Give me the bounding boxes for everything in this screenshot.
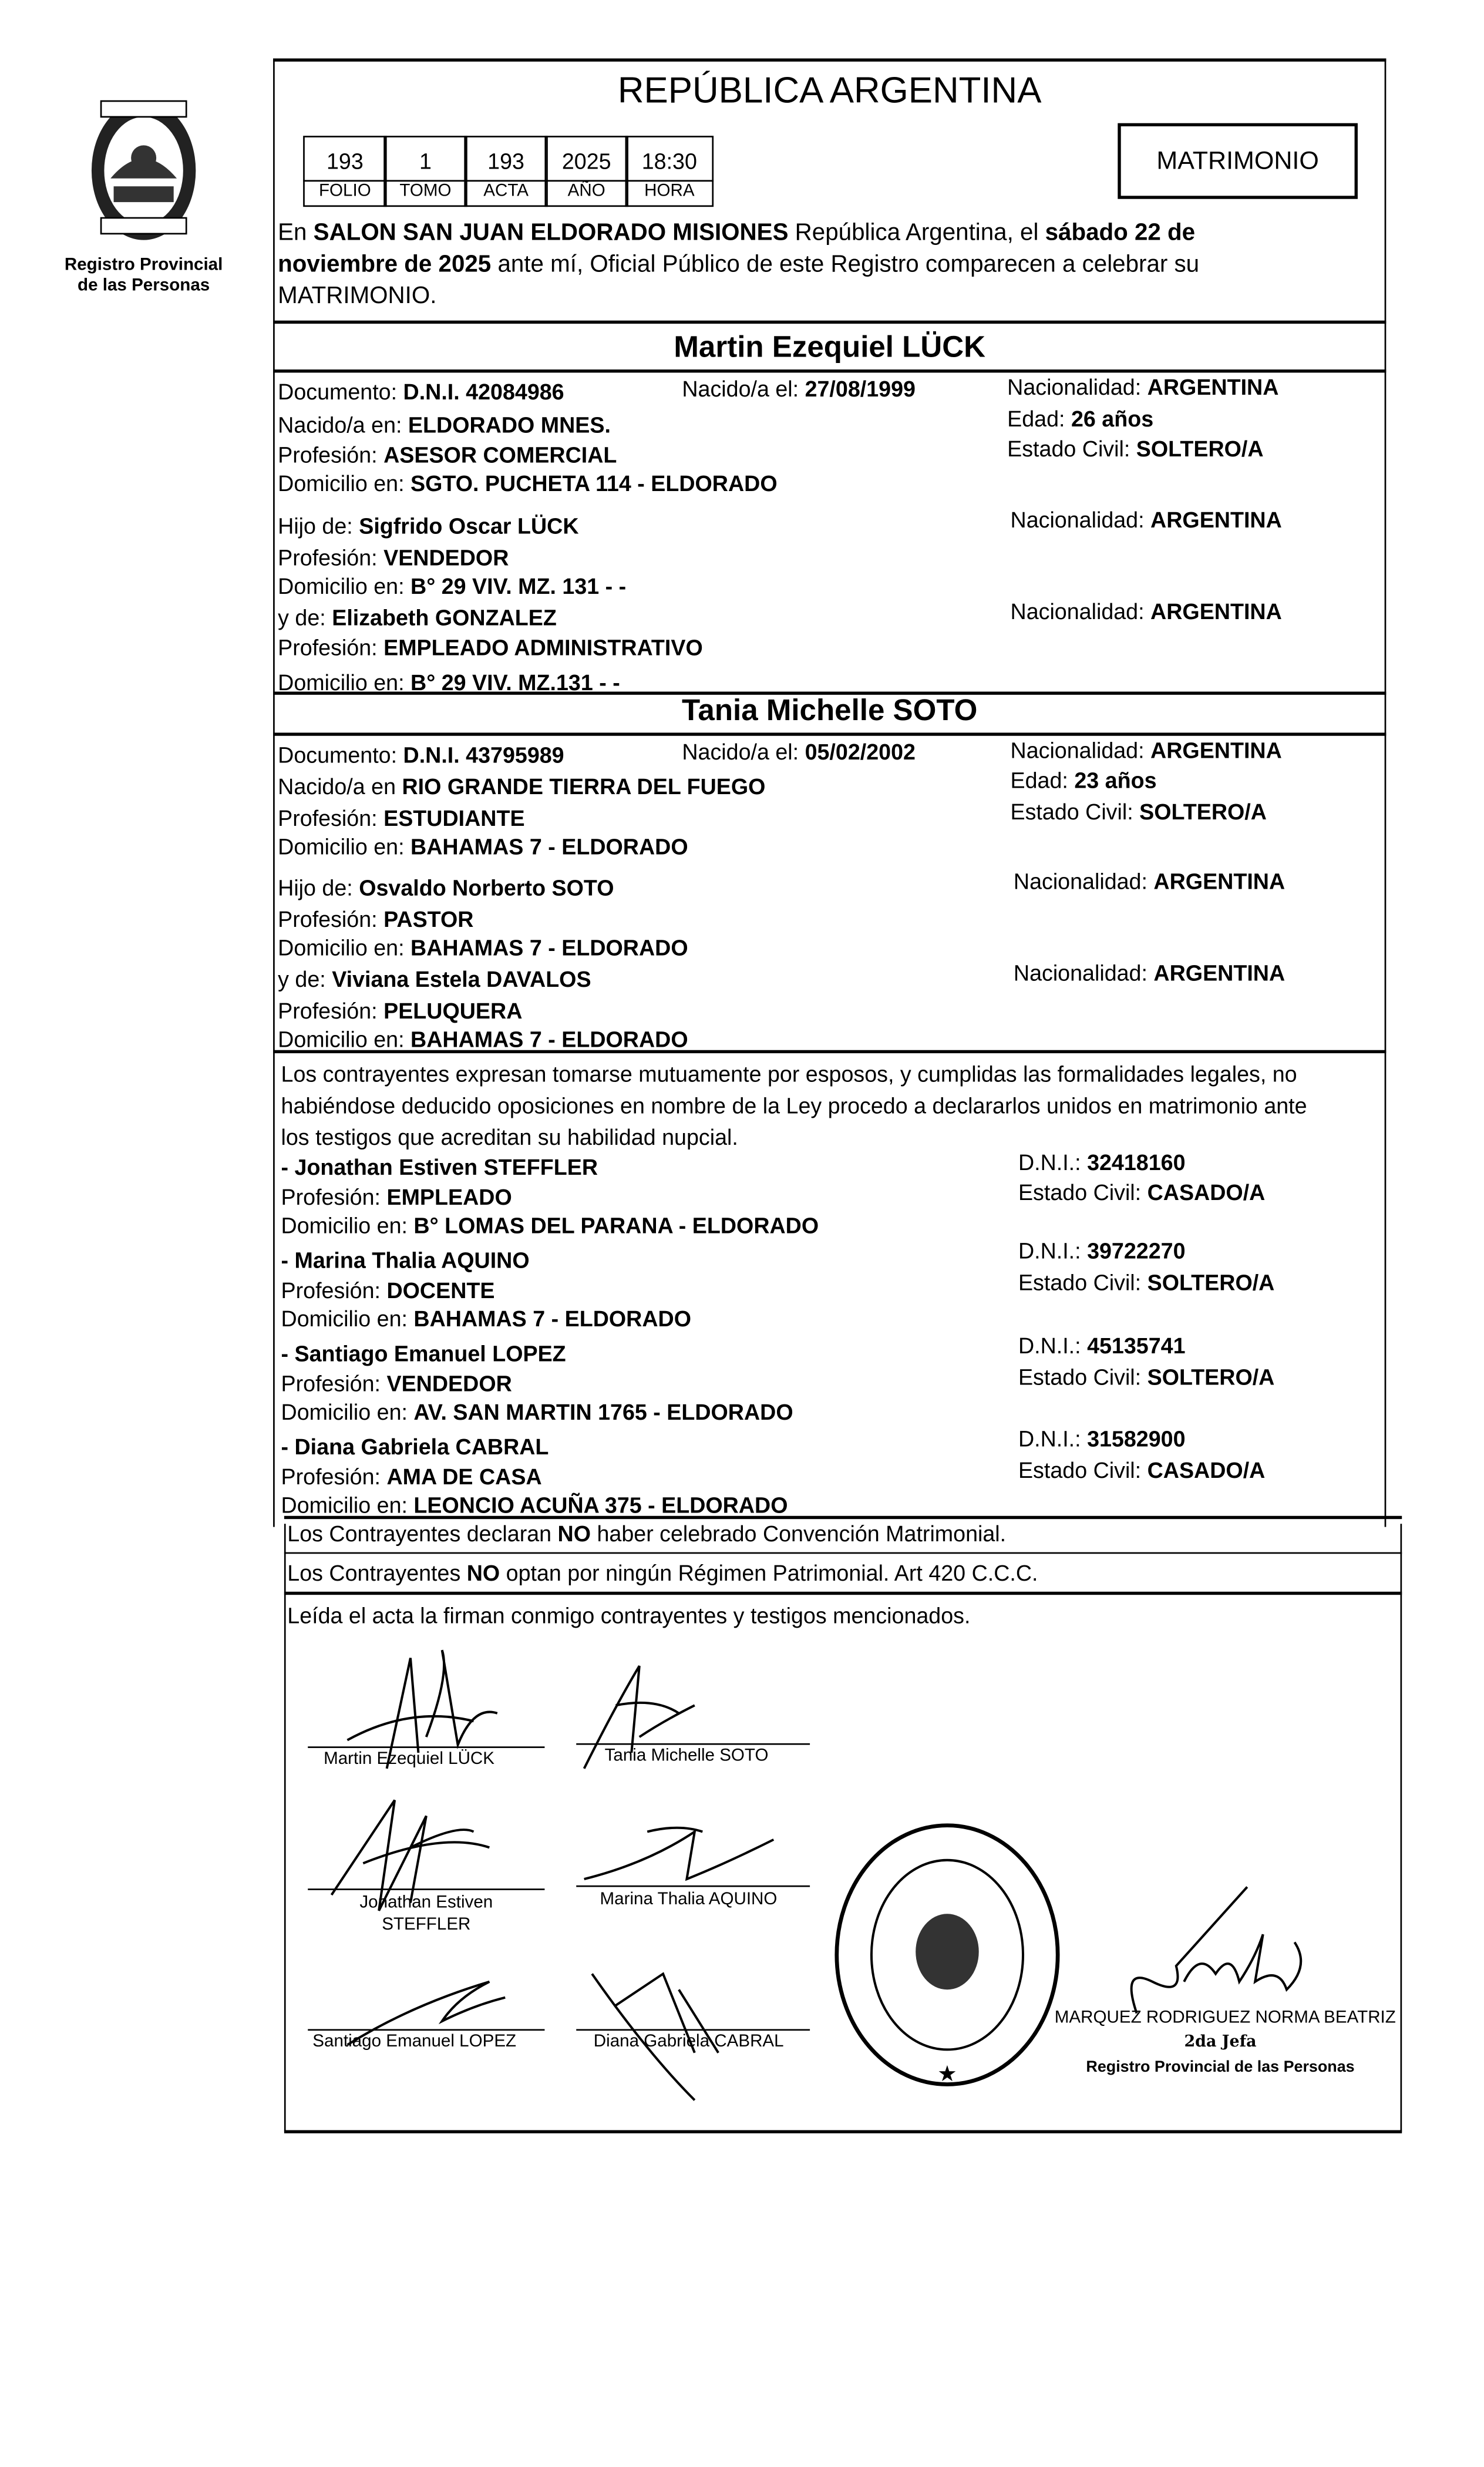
text: haber celebrado Convención Matrimonial. xyxy=(591,1520,1007,1546)
witness-profession: EMPLEADO xyxy=(386,1184,512,1210)
label: y de: xyxy=(278,604,332,630)
spouse1-nationality: ARGENTINA xyxy=(1147,374,1279,400)
spouse1-mother: Elizabeth GONZALEZ xyxy=(332,604,557,630)
frame-right xyxy=(1385,58,1387,1527)
spouse1-age: 26 años xyxy=(1071,405,1154,431)
label: Profesión: xyxy=(278,442,384,468)
label: D.N.I.: xyxy=(1018,1150,1088,1175)
label: Profesión: xyxy=(278,906,384,932)
label: Profesión: xyxy=(278,634,384,660)
tomo-value: 1 xyxy=(383,136,467,182)
frame-right-lower xyxy=(1401,1524,1402,2132)
spouse1-father: Sigfrido Oscar LÜCK xyxy=(359,513,579,539)
divider xyxy=(273,1050,1386,1053)
label: Estado Civil: xyxy=(1007,435,1136,461)
witness-name: - Diana Gabriela CABRAL xyxy=(281,1433,549,1459)
spouse1-father-profession: VENDEDOR xyxy=(383,545,509,570)
logo-caption xyxy=(63,256,224,297)
declaration-paragraph xyxy=(281,1058,1307,1152)
spouse1-address: SGTO. PUCHETA 114 - ELDORADO xyxy=(410,470,778,496)
closing-statement: Leída el acta la firman conmigo contrayentes y testigos mencionados. xyxy=(287,1602,971,1628)
ceremony-date: sábado 22 de xyxy=(1045,219,1196,247)
spouse1-profession: ASESOR COMERCIAL xyxy=(383,442,617,468)
declaration-line: Los contrayentes expresan tomarse mutuamente por esposos, y cumplidas las formalidades legales, no xyxy=(281,1061,1297,1087)
label: Profesión: xyxy=(278,998,384,1024)
frame-bottom xyxy=(284,2130,1402,2133)
signature-line xyxy=(308,1888,544,1890)
label: Profesión: xyxy=(281,1464,387,1490)
divider xyxy=(284,1552,1402,1554)
spouse2-dni: D.N.I. 43795989 xyxy=(403,742,564,768)
text: Los Contrayentes xyxy=(287,1560,467,1586)
witness-dni: 45135741 xyxy=(1087,1332,1186,1358)
spouse2-birthplace: RIO GRANDE TIERRA DEL FUEGO xyxy=(402,774,766,799)
label: Profesión: xyxy=(278,545,384,570)
divider xyxy=(273,321,1386,324)
frame-top xyxy=(273,58,1386,61)
label: Domicilio en: xyxy=(278,470,411,496)
label: Domicilio en: xyxy=(281,1492,414,1518)
text: optan por ningún Régimen Patrimonial. Art 420 C.C.C. xyxy=(500,1560,1038,1586)
witness-dni: 32418160 xyxy=(1087,1150,1186,1175)
label: Domicilio en: xyxy=(281,1212,414,1238)
svg-text:★: ★ xyxy=(937,2061,957,2086)
label: Nacido/a en xyxy=(278,774,402,799)
signature-label-spouse2: Tania Michelle SOTO xyxy=(604,1746,769,1766)
witness-address: AV. SAN MARTIN 1765 - ELDORADO xyxy=(413,1399,793,1424)
witness-dni: 39722270 xyxy=(1087,1238,1186,1263)
regime-statement xyxy=(287,1560,1038,1585)
spouse1-dni: D.N.I. 42084986 xyxy=(403,379,564,405)
hour-value: 18:30 xyxy=(625,136,714,182)
label: Profesión: xyxy=(281,1277,387,1303)
folio-value: 193 xyxy=(303,136,386,182)
spouse1-name: Martin Ezequiel LÜCK xyxy=(674,331,986,365)
divider xyxy=(284,1592,1402,1595)
declaration-line: los testigos que acreditan su habilidad nupcial. xyxy=(281,1124,738,1150)
spouse2-name: Tania Michelle SOTO xyxy=(682,694,978,728)
witness-profession: DOCENTE xyxy=(386,1277,495,1303)
year-label: AÑO xyxy=(544,180,628,207)
intro-paragraph xyxy=(278,218,1199,312)
label: Domicilio en: xyxy=(278,669,411,695)
spouse2-address: BAHAMAS 7 - ELDORADO xyxy=(410,833,688,859)
spouse1-birthdate: 27/08/1999 xyxy=(805,375,916,401)
intro-text: En xyxy=(278,219,314,247)
spouse1-mother-nationality: ARGENTINA xyxy=(1150,598,1282,624)
label: Profesión: xyxy=(278,805,384,831)
spouse2-mother-nationality: ARGENTINA xyxy=(1153,960,1286,986)
logo-caption-line: Registro Provincial xyxy=(64,256,223,275)
signature-label-witness1 xyxy=(308,1892,544,1936)
signature-line xyxy=(308,1746,544,1748)
label: Profesión: xyxy=(281,1370,387,1396)
signature-label-spouse1: Martin Ezequiel LÜCK xyxy=(324,1749,495,1769)
spouse1-civil-status: SOLTERO/A xyxy=(1136,435,1264,461)
text: NO xyxy=(557,1520,591,1546)
tomo-label: TOMO xyxy=(383,180,467,207)
acta-value: 193 xyxy=(464,136,547,182)
label: Estado Civil: xyxy=(1018,1179,1148,1205)
text: Los Contrayentes declaran xyxy=(287,1520,558,1546)
witness-name: - Jonathan Estiven STEFFLER xyxy=(281,1154,598,1180)
label: Domicilio en: xyxy=(278,935,411,960)
witness-civil-status: SOLTERO/A xyxy=(1147,1364,1275,1390)
frame-left-lower xyxy=(284,1524,286,2132)
signature-label-witness2: Marina Thalia AQUINO xyxy=(600,1890,778,1910)
acta-label: ACTA xyxy=(464,180,547,207)
spouse2-father-nationality: ARGENTINA xyxy=(1153,868,1286,894)
witness-profession: VENDEDOR xyxy=(386,1370,512,1396)
spouse2-father-address: BAHAMAS 7 - ELDORADO xyxy=(410,935,688,960)
label: Domicilio en: xyxy=(278,1026,411,1052)
label: Profesión: xyxy=(281,1184,387,1210)
divider xyxy=(284,1516,1402,1519)
signature-label-witness4: Diana Gabriela CABRAL xyxy=(593,2032,784,2052)
label: Edad: xyxy=(1007,405,1071,431)
spouse1-mother-address: B° 29 VIV. MZ.131 - - xyxy=(410,669,620,695)
spouse1-mother-profession: EMPLEADO ADMINISTRATIVO xyxy=(383,634,703,660)
province-emblem-icon xyxy=(79,92,208,246)
witness-name: - Marina Thalia AQUINO xyxy=(281,1247,530,1273)
spouse2-father-profession: PASTOR xyxy=(383,906,474,932)
witness-civil-status: CASADO/A xyxy=(1147,1179,1266,1205)
folio-label: FOLIO xyxy=(303,180,386,207)
label: Nacido/a el: xyxy=(682,375,805,401)
intro-text: República Argentina, el xyxy=(788,219,1045,247)
label: Domicilio en: xyxy=(281,1399,414,1424)
page-title: REPÚBLICA ARGENTINA xyxy=(617,69,1042,111)
convention-statement xyxy=(287,1521,1006,1546)
spouse2-profession: ESTUDIANTE xyxy=(383,805,525,831)
witness-profession: AMA DE CASA xyxy=(386,1464,542,1490)
intro-text: MATRIMONIO. xyxy=(278,283,437,310)
official-role: 2da Jefa xyxy=(1184,2034,1257,2052)
label: Nacionalidad: xyxy=(1010,506,1151,532)
label: Domicilio en: xyxy=(278,833,411,859)
label: Hijo de: xyxy=(278,875,359,900)
label: Nacionalidad: xyxy=(1007,374,1148,400)
label: y de: xyxy=(278,966,332,992)
label: D.N.I.: xyxy=(1018,1238,1088,1263)
year-value: 2025 xyxy=(544,136,628,182)
label: Domicilio en: xyxy=(281,1306,414,1332)
official-block xyxy=(1054,2005,1396,2081)
label: Documento: xyxy=(278,379,403,405)
text: Jonathan Estiven xyxy=(359,1893,493,1913)
signature-line xyxy=(576,1743,810,1745)
label: Edad: xyxy=(1010,767,1075,793)
witness-dni: 31582900 xyxy=(1087,1426,1186,1451)
divider xyxy=(273,369,1386,372)
label: Nacionalidad: xyxy=(1010,598,1151,624)
witness-address: B° LOMAS DEL PARANA - ELDORADO xyxy=(413,1212,819,1238)
label: Domicilio en: xyxy=(278,573,411,599)
label: Hijo de: xyxy=(278,513,359,539)
divider xyxy=(273,732,1386,735)
spouse2-birthdate: 05/02/2002 xyxy=(805,739,916,765)
intro-text: ante mí, Oficial Público de este Registro comparecen a celebrar su xyxy=(491,251,1200,278)
signature-line xyxy=(576,1885,810,1887)
official-stamp-icon xyxy=(821,1813,1074,2097)
label: Estado Civil: xyxy=(1010,799,1140,825)
spouse1-birthplace: ELDORADO MNES. xyxy=(408,412,611,438)
ceremony-place: SALON SAN JUAN ELDORADO MISIONES xyxy=(313,219,789,247)
witness-civil-status: SOLTERO/A xyxy=(1147,1269,1275,1295)
spouse2-nationality: ARGENTINA xyxy=(1150,737,1282,763)
ceremony-date: noviembre de 2025 xyxy=(278,251,492,278)
frame-left xyxy=(273,58,275,1527)
signature-line xyxy=(576,2029,810,2031)
label: Estado Civil: xyxy=(1018,1457,1148,1483)
label: Nacido/a en: xyxy=(278,412,408,438)
label: Estado Civil: xyxy=(1018,1364,1148,1390)
spouse2-mother-profession: PELUQUERA xyxy=(383,998,523,1024)
label: D.N.I.: xyxy=(1018,1332,1088,1358)
label: Nacionalidad: xyxy=(1013,868,1154,894)
text: NO xyxy=(466,1560,500,1586)
spouse1-father-nationality: ARGENTINA xyxy=(1150,506,1282,532)
signature-label-witness3: Santiago Emanuel LOPEZ xyxy=(312,2032,517,2052)
label: D.N.I.: xyxy=(1018,1426,1088,1451)
witness-civil-status: CASADO/A xyxy=(1147,1457,1266,1483)
official-office: Registro Provincial de las Personas xyxy=(1086,2059,1355,2077)
label: Nacionalidad: xyxy=(1013,960,1154,986)
spouse2-civil-status: SOLTERO/A xyxy=(1139,799,1267,825)
label: Nacionalidad: xyxy=(1010,737,1151,763)
spouse2-mother-address: BAHAMAS 7 - ELDORADO xyxy=(410,1026,688,1052)
witness-address: BAHAMAS 7 - ELDORADO xyxy=(413,1306,691,1332)
declaration-line: habiéndose deducido oposiciones en nombre de la Ley procedo a declararlos unidos en matrimonio ante xyxy=(281,1093,1307,1118)
logo-caption-line: de las Personas xyxy=(78,276,210,295)
witness-name: - Santiago Emanuel LOPEZ xyxy=(281,1340,566,1366)
spouse2-age: 23 años xyxy=(1074,767,1157,793)
signature-line xyxy=(308,2029,544,2031)
hour-label: HORA xyxy=(625,180,714,207)
official-name: MARQUEZ RODRIGUEZ NORMA BEATRIZ xyxy=(1054,2008,1396,2028)
label: Nacido/a el: xyxy=(682,739,805,765)
label: Estado Civil: xyxy=(1018,1269,1148,1295)
spouse2-mother: Viviana Estela DAVALOS xyxy=(332,966,591,992)
label: Documento: xyxy=(278,742,403,768)
act-type-box: MATRIMONIO xyxy=(1118,123,1358,199)
text: STEFFLER xyxy=(382,1915,471,1935)
witness-address: LEONCIO ACUÑA 375 - ELDORADO xyxy=(413,1492,788,1518)
spouse2-father: Osvaldo Norberto SOTO xyxy=(359,875,614,900)
spouse1-father-address: B° 29 VIV. MZ. 131 - - xyxy=(410,573,627,599)
